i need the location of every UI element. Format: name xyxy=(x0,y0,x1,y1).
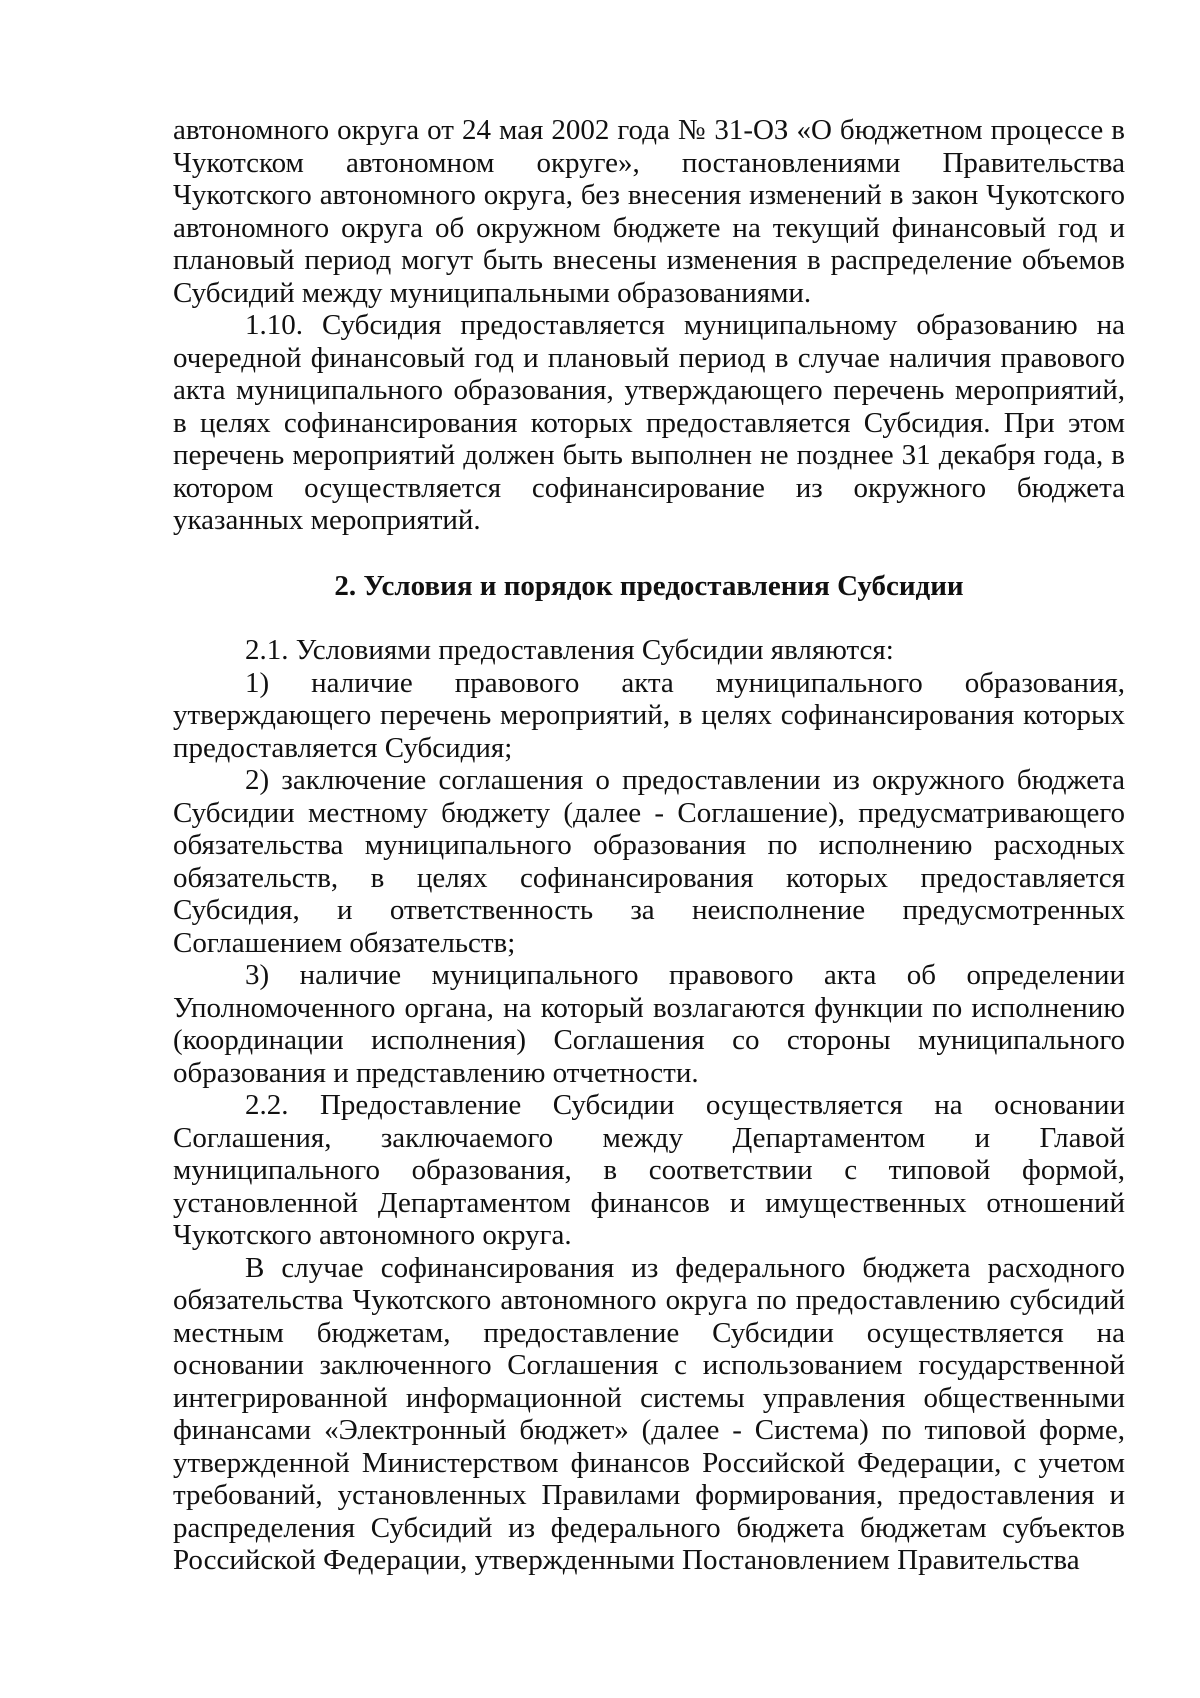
paragraph-2-2: 2.2. Предоставление Субсидии осуществляется на основании Соглашения, заключаемого между Департаментом и Главой муниципального образования, в соответствии с типовой формой, установленной Департаментом финансов и имущественных отношений Чукотского автономного округа. xyxy=(173,1089,1125,1251)
spacer xyxy=(173,537,1125,570)
paragraph-1-10: 1.10. Субсидия предоставляется муниципальному образованию на очередной финансовый год и плановый период в случае наличия правового акта муниципального образования, утверждающего перечень мероприятий, в целях софинансирования которых предоставляется Субсидия. При этом перечень мероприятий должен быть выполнен не позднее 31 декабря года, в котором осуществляется софинансирование из окружного бюджета указанных мероприятий. xyxy=(173,309,1125,536)
document-page xyxy=(173,114,1125,1577)
paragraph-condition-2: 2) заключение соглашения о предоставлении из окружного бюджета Субсидии местному бюджету (далее - Соглашение), предусматривающего обязательства муниципального образования по исполнению расходных обязательств, в целях софинансирования которых предоставляется Субсидия, и ответственность за неисполнение предусмотренных Соглашением обязательств; xyxy=(173,764,1125,959)
paragraph-budget-process-continuation: автономного округа от 24 мая 2002 года № 31-ОЗ «О бюджетном процессе в Чукотском автономном округе», постановлениями Правительства Чукотского автономного округа, без внесения изменений в закон Чукотского автономного округа об окружном бюджете на текущий финансовый год и плановый период могут быть внесены изменения в распределение объемов Субсидий между муниципальными образованиями. xyxy=(173,114,1125,309)
paragraph-condition-1: 1) наличие правового акта муниципального образования, утверждающего перечень мероприятий, в целях софинансирования которых предоставляется Субсидия; xyxy=(173,666,1125,764)
paragraph-federal-cofinancing: В случае софинансирования из федерального бюджета расходного обязательства Чукотского автономного округа по предоставлению субсидий местным бюджетам, предоставление Субсидии осуществляется на основании заключенного Соглашения с использованием государственной интегрированной информационной системы управления общественными финансами «Электронный бюджет» (далее - Система) по типовой форме, утвержденной Министерством финансов Российской Федерации, с учетом требований, установленных Правилами формирования, предоставления и распределения Субсидий из федерального бюджета бюджетам субъектов Российской Федерации, утвержденными Постановлением Правительства xyxy=(173,1251,1125,1576)
paragraph-2-1: 2.1. Условиями предоставления Субсидии являются: xyxy=(245,634,894,666)
paragraph-condition-3: 3) наличие муниципального правового акта об определении Уполномоченного органа, на который возлагаются функции по исполнению (координации исполнения) Соглашения со стороны муниципального образования и представлению отчетности. xyxy=(173,959,1125,1089)
section-heading: 2. Условия и порядок предоставления Субсидии xyxy=(334,569,964,602)
spacer xyxy=(173,602,1125,634)
